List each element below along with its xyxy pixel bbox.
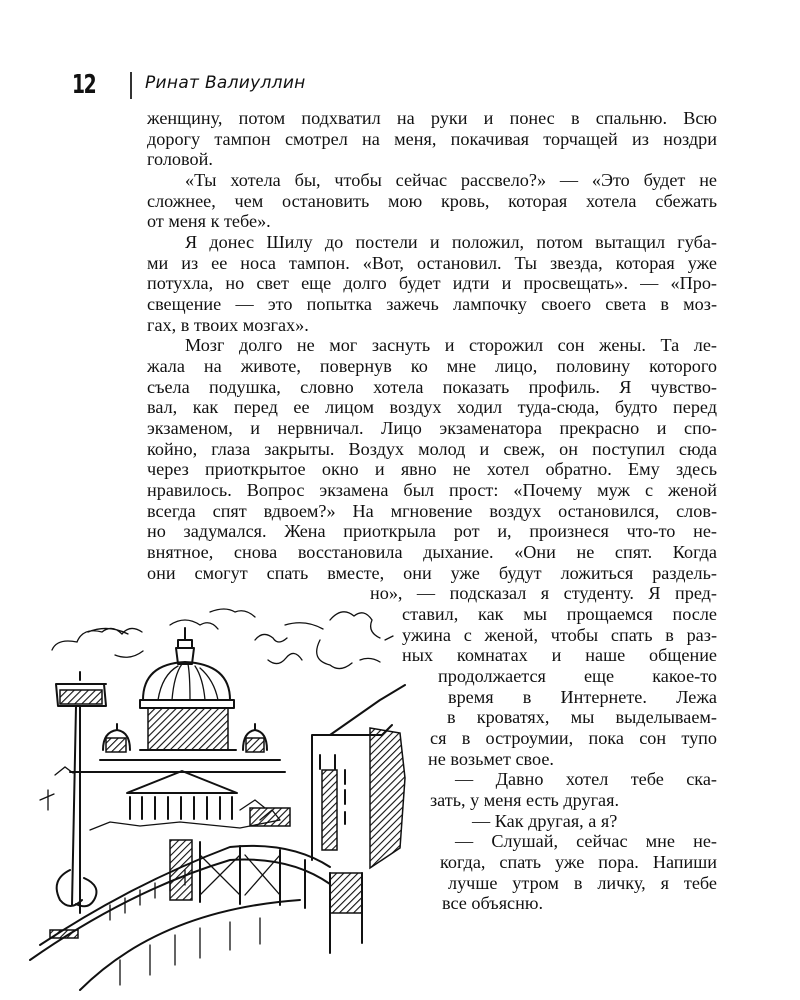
text-line: сложнее, чем остановить мою кровь, которая хотела сбежать (147, 191, 717, 211)
text-line: ных комнатах и наше общение (402, 645, 717, 665)
text-line: не возьмет свое. (428, 749, 554, 769)
author-name: Ринат Валиуллин (145, 73, 306, 93)
street-lamp (40, 672, 106, 913)
text-line: койно, глаза закрыты. Воздух молод и свеж, он поступил сюда (147, 439, 717, 459)
text-line: — Слушай, сейчас мне не- (455, 831, 717, 851)
text-line: время в Интернете. Лежа (448, 687, 717, 707)
text-line: но задумался. Жена приоткрыла рот и, произнеся что-то не- (147, 521, 717, 541)
text-line: съела подушка, словно хотела показать профиль. Я чувство- (147, 377, 717, 397)
text-line: ми из ее носа тампон. «Вот, остановил. Ты звезда, которая уже (147, 253, 717, 273)
text-line: жала на животе, повернув ко мне лицо, половину которого (147, 356, 717, 376)
text-line: Мозг долго не мог заснуть и сторожил сон жены. Та ле- (185, 335, 717, 355)
text-line: они смогут спать вместе, они уже будут ложиться раздель- (147, 563, 717, 583)
text-line: ужина с женой, чтобы спать в раз- (402, 625, 717, 645)
text-line: продолжается еще какое-то (438, 666, 717, 686)
text-line: всегда спят вдвоем?» На мгновение воздух остановился, слов- (147, 501, 717, 521)
text-line: все объясню. (442, 893, 543, 913)
text-line: головой. (147, 149, 213, 169)
text-line: экзаменом, и нервничал. Лицо экзаменатора прекрасно и спо- (147, 418, 717, 438)
text-line: гах, в твоих мозгах». (147, 315, 309, 335)
text-line: через приоткрытое окно и явно не хотел обратно. Ему здесь (147, 459, 717, 479)
text-line: в кроватях, мы выделываем- (447, 707, 717, 727)
clouds (52, 609, 393, 669)
text-line: свещение — это попытка зажечь лампочку своего света в моз- (147, 294, 717, 314)
text-line: дорогу тампон смотрел на меня, покачивая торчащей из ноздри (147, 129, 717, 149)
text-line: Я донес Шилу до постели и положил, потом вытащил губа- (185, 232, 717, 252)
page-number: 12 (72, 70, 96, 100)
text-line: женщину, потом подхватил на руки и понес в спальню. Всю (147, 108, 717, 128)
text-line: вал, как перед ее лицом воздух ходил туда-сюда, будто перед (147, 397, 717, 417)
text-line: потухла, но свет еще долго будет идти и просвещать». — «Про- (147, 273, 717, 293)
text-line: когда, спать уже пора. Напиши (440, 852, 717, 872)
text-line: нравилось. Вопрос экзамена был прост: «Почему муж с женой (147, 480, 717, 500)
text-line: «Ты хотела бы, чтобы сейчас рассвело?» — «Это будет не (185, 170, 717, 190)
text-line: внятное, снова восстановила дыхание. «Они не спят. Когда (147, 542, 717, 562)
text-line: но», — подсказал я студенту. Я пред- (370, 583, 717, 603)
right-building (312, 685, 405, 868)
cathedral-portico (70, 760, 290, 830)
text-line: ся в остроумии, пока сон тупо (430, 728, 717, 748)
text-line: ставил, как мы прощаемся после (402, 604, 717, 624)
text-line: — Как другая, а я? (472, 811, 618, 831)
text-line: — Давно хотел тебе ска- (455, 769, 717, 789)
cathedral-dome (140, 628, 236, 750)
text-line: лучше утром в личку, я тебе (448, 873, 717, 893)
text-line: зать, у меня есть другая. (430, 790, 620, 810)
text-line: от меня к тебе». (147, 211, 271, 231)
